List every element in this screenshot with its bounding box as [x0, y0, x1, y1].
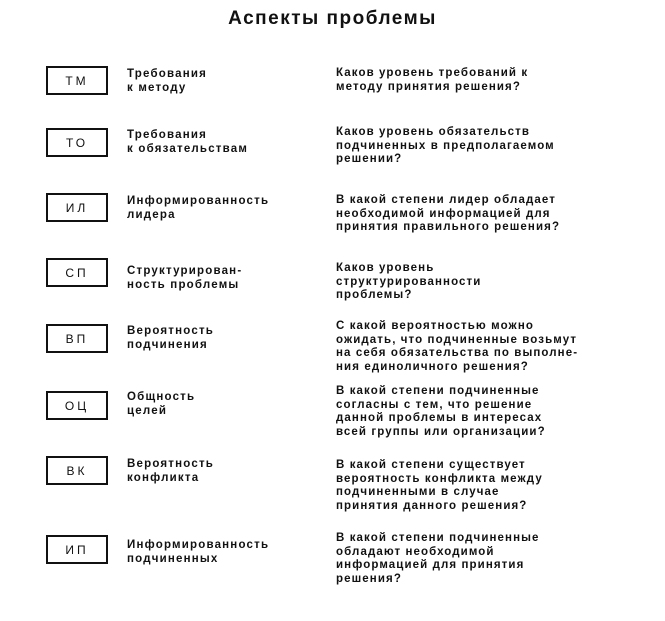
aspect-row-vp — [0, 320, 665, 384]
code-box-tm: ТМ — [46, 66, 108, 95]
aspect-name-vp: Вероятность подчинения — [127, 325, 215, 351]
code-box-il: ИЛ — [46, 193, 108, 222]
aspect-row-ip — [0, 532, 665, 595]
aspect-name-il: Информированность лидера — [127, 195, 270, 221]
code-box-vk: ВК — [46, 456, 108, 485]
code-box-sp: СП — [46, 258, 108, 287]
code-box-oc: ОЦ — [46, 391, 108, 420]
code-box-to: ТО — [46, 128, 108, 157]
aspect-row-tm — [0, 66, 665, 126]
aspect-name-oc: Общность целей — [127, 391, 196, 417]
aspect-name-vk: Вероятность конфликта — [127, 458, 215, 484]
aspect-row-to — [0, 128, 665, 188]
aspect-question-sp: Каков уровень структурированности проблемы? — [336, 262, 482, 301]
aspect-row-vk — [0, 456, 665, 516]
aspect-question-vk: В какой степени существует вероятность конфликта между подчиненными в случае принятия данного решения? — [336, 459, 543, 512]
aspect-question-ip: В какой степени подчиненные обладают необходимой информацией для принятия решения? — [336, 532, 540, 585]
aspect-row-sp — [0, 258, 665, 318]
aspect-name-sp: Структурирован- ность проблемы — [127, 265, 243, 291]
aspect-question-oc: В какой степени подчиненные согласны с тем, что решение данной проблемы в интересах всей группы или организации? — [336, 385, 546, 438]
aspect-question-tm: Каков уровень требований к методу принятия решения? — [336, 67, 529, 93]
aspect-question-il: В какой степени лидер обладает необходимой информацией для принятия правильного решения? — [336, 194, 561, 233]
aspect-row-il — [0, 193, 665, 253]
aspect-row-oc — [0, 385, 665, 451]
code-box-vp: ВП — [46, 324, 108, 353]
aspect-question-to: Каков уровень обязательств подчиненных в предполагаемом решении? — [336, 126, 555, 165]
aspect-name-ip: Информированность подчиненных — [127, 539, 270, 565]
aspect-name-to: Требования к обязательствам — [127, 129, 249, 155]
page-title: Аспекты проблемы — [228, 8, 437, 29]
aspect-name-tm: Требования к методу — [127, 68, 208, 94]
code-box-ip: ИП — [46, 535, 108, 564]
aspect-question-vp: С какой вероятностью можно ожидать, что подчиненные возьмут на себя обязательства по выполне- ния единоличного решения? — [336, 320, 579, 373]
